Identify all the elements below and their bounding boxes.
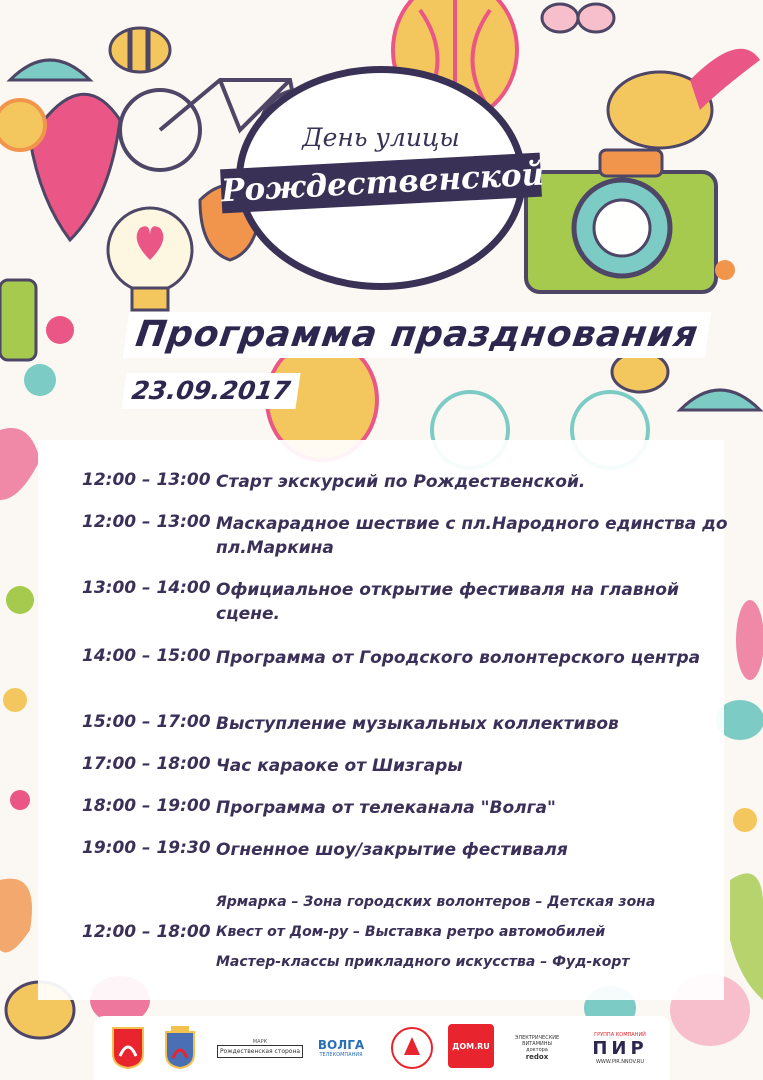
schedule-time: 19:00 – 19:30 (82, 838, 211, 858)
badge-title-line2: Рождественской (220, 153, 542, 214)
schedule-time: 12:00 – 13:00 (82, 512, 211, 532)
schedule-text: Огненное шоу/закрытие фестиваля (216, 840, 568, 860)
pir-top-label: ГРУППА КОМПАНИЙ (594, 1031, 646, 1038)
schedule-text: Программа от телеканала "Волга" (216, 798, 556, 818)
bird-doodle (608, 49, 760, 148)
schedule-time: 14:00 – 15:00 (82, 646, 211, 666)
allday-time: 12:00 – 18:00 (82, 922, 211, 942)
domru-logo-label: ДОМ.RU (452, 1041, 490, 1051)
butterfly-doodle (542, 4, 614, 32)
rozhd-logo-label: Рождественская сторона (217, 1045, 303, 1058)
schedule-time: 15:00 – 17:00 (82, 712, 211, 732)
schedule-text: Официальное открытие фестиваля на главной сцене. (216, 580, 679, 624)
sponsor-logos-strip (94, 1016, 670, 1080)
camera-doodle (526, 150, 716, 292)
vitamins-line1: ЭЛЕКТРИЧЕСКИЕ (514, 1035, 560, 1041)
redox-label: redox (525, 1053, 549, 1061)
allday-activities-line2: Квест от Дом-ру – Выставка ретро автомобилей (216, 924, 606, 940)
schedule-panel (38, 440, 728, 1000)
schedule-time: 18:00 – 19:00 (82, 796, 211, 816)
bee-doodle (110, 28, 170, 72)
volga-logo-label: ВОЛГА (317, 1038, 365, 1052)
electric-vitamins-logo (504, 1024, 570, 1072)
volga-logo-sublabel: ТЕЛЕКОМПАНИЯ (319, 1052, 363, 1058)
schedule-text: Час караоке от Шизгары (216, 756, 463, 776)
vitamins-line2: ВИТАМИНЫ (522, 1041, 552, 1047)
lemon-doodle (0, 100, 45, 150)
pir-label: ПИР (592, 1037, 648, 1059)
rozhd-small-label: МАРК (252, 1038, 268, 1045)
schedule-time: 13:00 – 14:00 (82, 578, 211, 598)
schedule-time: 12:00 – 13:00 (82, 470, 211, 490)
pir-url-label: WWW.PIR.NNOV.RU (595, 1058, 645, 1065)
region-coat-of-arms-logo (158, 1024, 202, 1072)
schedule-text: Выступление музыкальных коллективов (216, 714, 619, 734)
lightbulb-doodle (108, 208, 192, 310)
page-title: Программа празднования (123, 312, 711, 358)
allday-activities-line1: Ярмарка – Зона городских волонтеров – Детская зона (216, 894, 656, 910)
badge-title-line1: День улицы (302, 123, 460, 152)
allday-activities-line3: Мастер-классы прикладного искусства – Фуд-корт (216, 954, 630, 970)
volga-tv-logo (306, 1024, 376, 1072)
tourism-office-logo (386, 1024, 438, 1072)
schedule-time: 17:00 – 18:00 (82, 754, 211, 774)
vitamins-line3: доктора (526, 1047, 548, 1053)
pir-logo (578, 1024, 662, 1072)
schedule-text: Программа от Городского волонтерского центра (216, 648, 701, 668)
schedule-text: Старт экскурсий по Рождественской. (216, 472, 586, 492)
rozhdestvenskaya-storona-logo (219, 1024, 301, 1072)
domru-logo (448, 1024, 494, 1068)
bottle-doodle (0, 280, 36, 360)
event-logo-badge (220, 66, 545, 290)
event-date: 23.09.2017 (121, 373, 300, 409)
umbrella-doodle (10, 60, 90, 80)
city-coat-of-arms-logo (108, 1024, 148, 1072)
schedule-text: Маскарадное шествие с пл.Народного единства до пл.Маркина (216, 514, 728, 558)
